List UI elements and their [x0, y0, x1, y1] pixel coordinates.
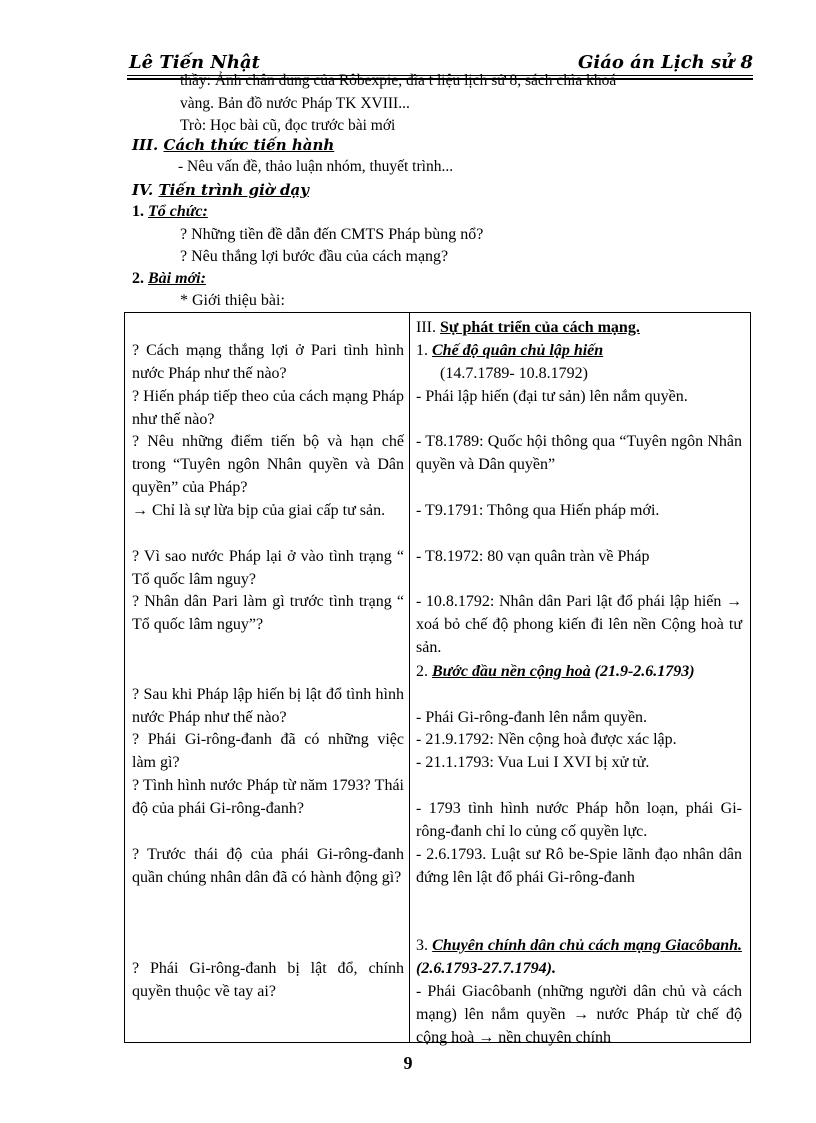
header-doc-title: Giáo án Lịch sử 8 [578, 52, 753, 73]
section-3-title: Cách thức tiến hành [163, 136, 335, 154]
right-point-2: - T8.1789: Quốc hội thông qua “Tuyên ngôn Nhân quyền và Dân quyền” [416, 433, 742, 473]
right-subheading-2-title: Bước đầu nền cộng hoà [432, 663, 591, 680]
page-number: 9 [403, 1053, 413, 1073]
right-subheading-1-dates: (14.7.1789- 10.8.1792) [440, 365, 588, 382]
left-question-1: ? Cách mạng thắng lợi ở Pari tình hình nước Pháp như thế nào? [132, 342, 404, 382]
organization-question-2: ? Nêu thắng lợi bước đầu của cách mạng? [180, 248, 449, 265]
right-subheading-3-dates: (2.6.1793-27.7.1794). [416, 960, 556, 977]
left-question-3: ? Nêu những điểm tiến bộ và hạn chế trong “Tuyên ngôn Nhân quyền và Dân quyền” của Pháp? [132, 433, 404, 496]
section-3-text: - Nêu vấn đề, thảo luận nhóm, thuyết trình... [178, 158, 454, 175]
left-question-8: ? Tình hình nước Pháp từ năm 1793? Thái độ của phái Gi-rông-đanh? [132, 777, 404, 817]
organization-number: 1. [132, 203, 144, 220]
intro-line: * Giới thiệu bài: [180, 292, 285, 309]
new-lesson-heading [132, 270, 206, 288]
left-question-9: ? Trước thái độ của phái Gi-rông-đanh quần chúng nhân dân đã có hành động gì? [132, 846, 404, 886]
prep-teacher-line2: vàng. Bản đồ nước Pháp TK XVIII... [180, 95, 410, 112]
right-point-1: - Phái lập hiến (đại tư sản) lên nắm quyền. [416, 388, 688, 405]
right-subheading-2-dates: (21.9-2.6.1793) [594, 663, 695, 680]
section-3-number: III. [132, 136, 159, 154]
right-point-3: - T9.1791: Thông qua Hiến pháp mới. [416, 502, 660, 519]
header-author: Lê Tiến Nhật [129, 52, 260, 73]
right-heading-3-title: Sự phát triển của cách mạng. [439, 319, 640, 336]
left-question-6: ? Sau khi Pháp lập hiến bị lật đổ tình hình nước Pháp như thế nào? [132, 686, 404, 726]
section-4-number: IV. [132, 181, 154, 199]
right-point-10: - 2.6.1793. Luật sư Rô be-Spie lãnh đạo nhân dân đứng lên lật đổ phái Gi-rông-đanh [416, 846, 742, 886]
table-column-divider [409, 312, 410, 1043]
right-heading-3-number: III. [416, 319, 436, 336]
right-subheading-2-number: 2. [416, 663, 428, 680]
left-question-4: ? Vì sao nước Pháp lại ở vào tình trạng “ Tổ quốc lâm nguy? [132, 548, 404, 588]
left-question-2: ? Hiến pháp tiếp theo của cách mạng Pháp như thế nào? [132, 388, 404, 428]
organization-question-1: ? Những tiền đề dẫn đến CMTS Pháp bùng nổ? [180, 226, 484, 243]
right-point-5: - 10.8.1792: Nhân dân Pari lật đổ phái lập hiến → xoá bỏ chế độ phong kiến đi lên nền Cộng hoà tư sản. [416, 593, 742, 656]
left-question-5: ? Nhân dân Pari làm gì trước tình trạng “ Tổ quốc lâm nguy”? [132, 593, 404, 633]
right-subheading-3-title: Chuyên chính dân chủ cách mạng Giacôbanh. [432, 937, 743, 954]
section-4-heading [132, 181, 309, 199]
right-heading-3 [416, 316, 742, 339]
prep-student-line: Trò: Học bài cũ, đọc trước bài mới [180, 117, 396, 134]
left-question-7: ? Phái Gi-rông-đanh đã có những việc làm gì? [132, 731, 404, 771]
right-subheading-2 [416, 660, 742, 683]
new-lesson-title: Bài mới: [148, 270, 206, 287]
right-subheading-1-title: Chế độ quân chủ lập hiến [432, 342, 604, 359]
right-subheading-1 [416, 339, 742, 362]
right-subheading-3 [416, 934, 742, 980]
right-point-7: - 21.9.1792: Nền cộng hoà được xác lập. [416, 731, 677, 748]
left-question-3-note: → Chỉ là sự lừa bịp của giai cấp tư sản. [132, 502, 386, 519]
right-subheading-1-number: 1. [416, 342, 428, 359]
right-point-11: - Phái Giacôbanh (những người dân chủ và cách mạng) lên nắm quyền → nước Pháp từ chế độ cộng hoà → nền chuyên chính [416, 983, 742, 1046]
right-point-6: - Phái Gi-rông-đanh lên nắm quyền. [416, 709, 648, 726]
right-point-4: - T8.1972: 80 vạn quân tràn về Pháp [416, 548, 650, 565]
section-4-title: Tiến trình giờ dạy [158, 181, 309, 199]
new-lesson-number: 2. [132, 270, 144, 287]
right-subheading-3-number: 3. [416, 937, 428, 954]
organization-heading [132, 203, 208, 221]
left-question-10: ? Phái Gi-rông-đanh bị lật đổ, chính quyền thuộc về tay ai? [132, 960, 404, 1000]
right-point-9: - 1793 tình hình nước Pháp hỗn loạn, phái Gi-rông-đanh chỉ lo củng cố quyền lực. [416, 800, 742, 840]
section-3-heading [132, 136, 334, 154]
organization-title: Tổ chức: [148, 203, 208, 220]
prep-teacher-line1: thầy: Ảnh chân dung của Rôbexpie, đĩa t liệu lịch sử 8, sách chìa khoá [180, 72, 617, 89]
right-point-8: - 21.1.1793: Vua Lui I XVI bị xử tử. [416, 754, 650, 771]
